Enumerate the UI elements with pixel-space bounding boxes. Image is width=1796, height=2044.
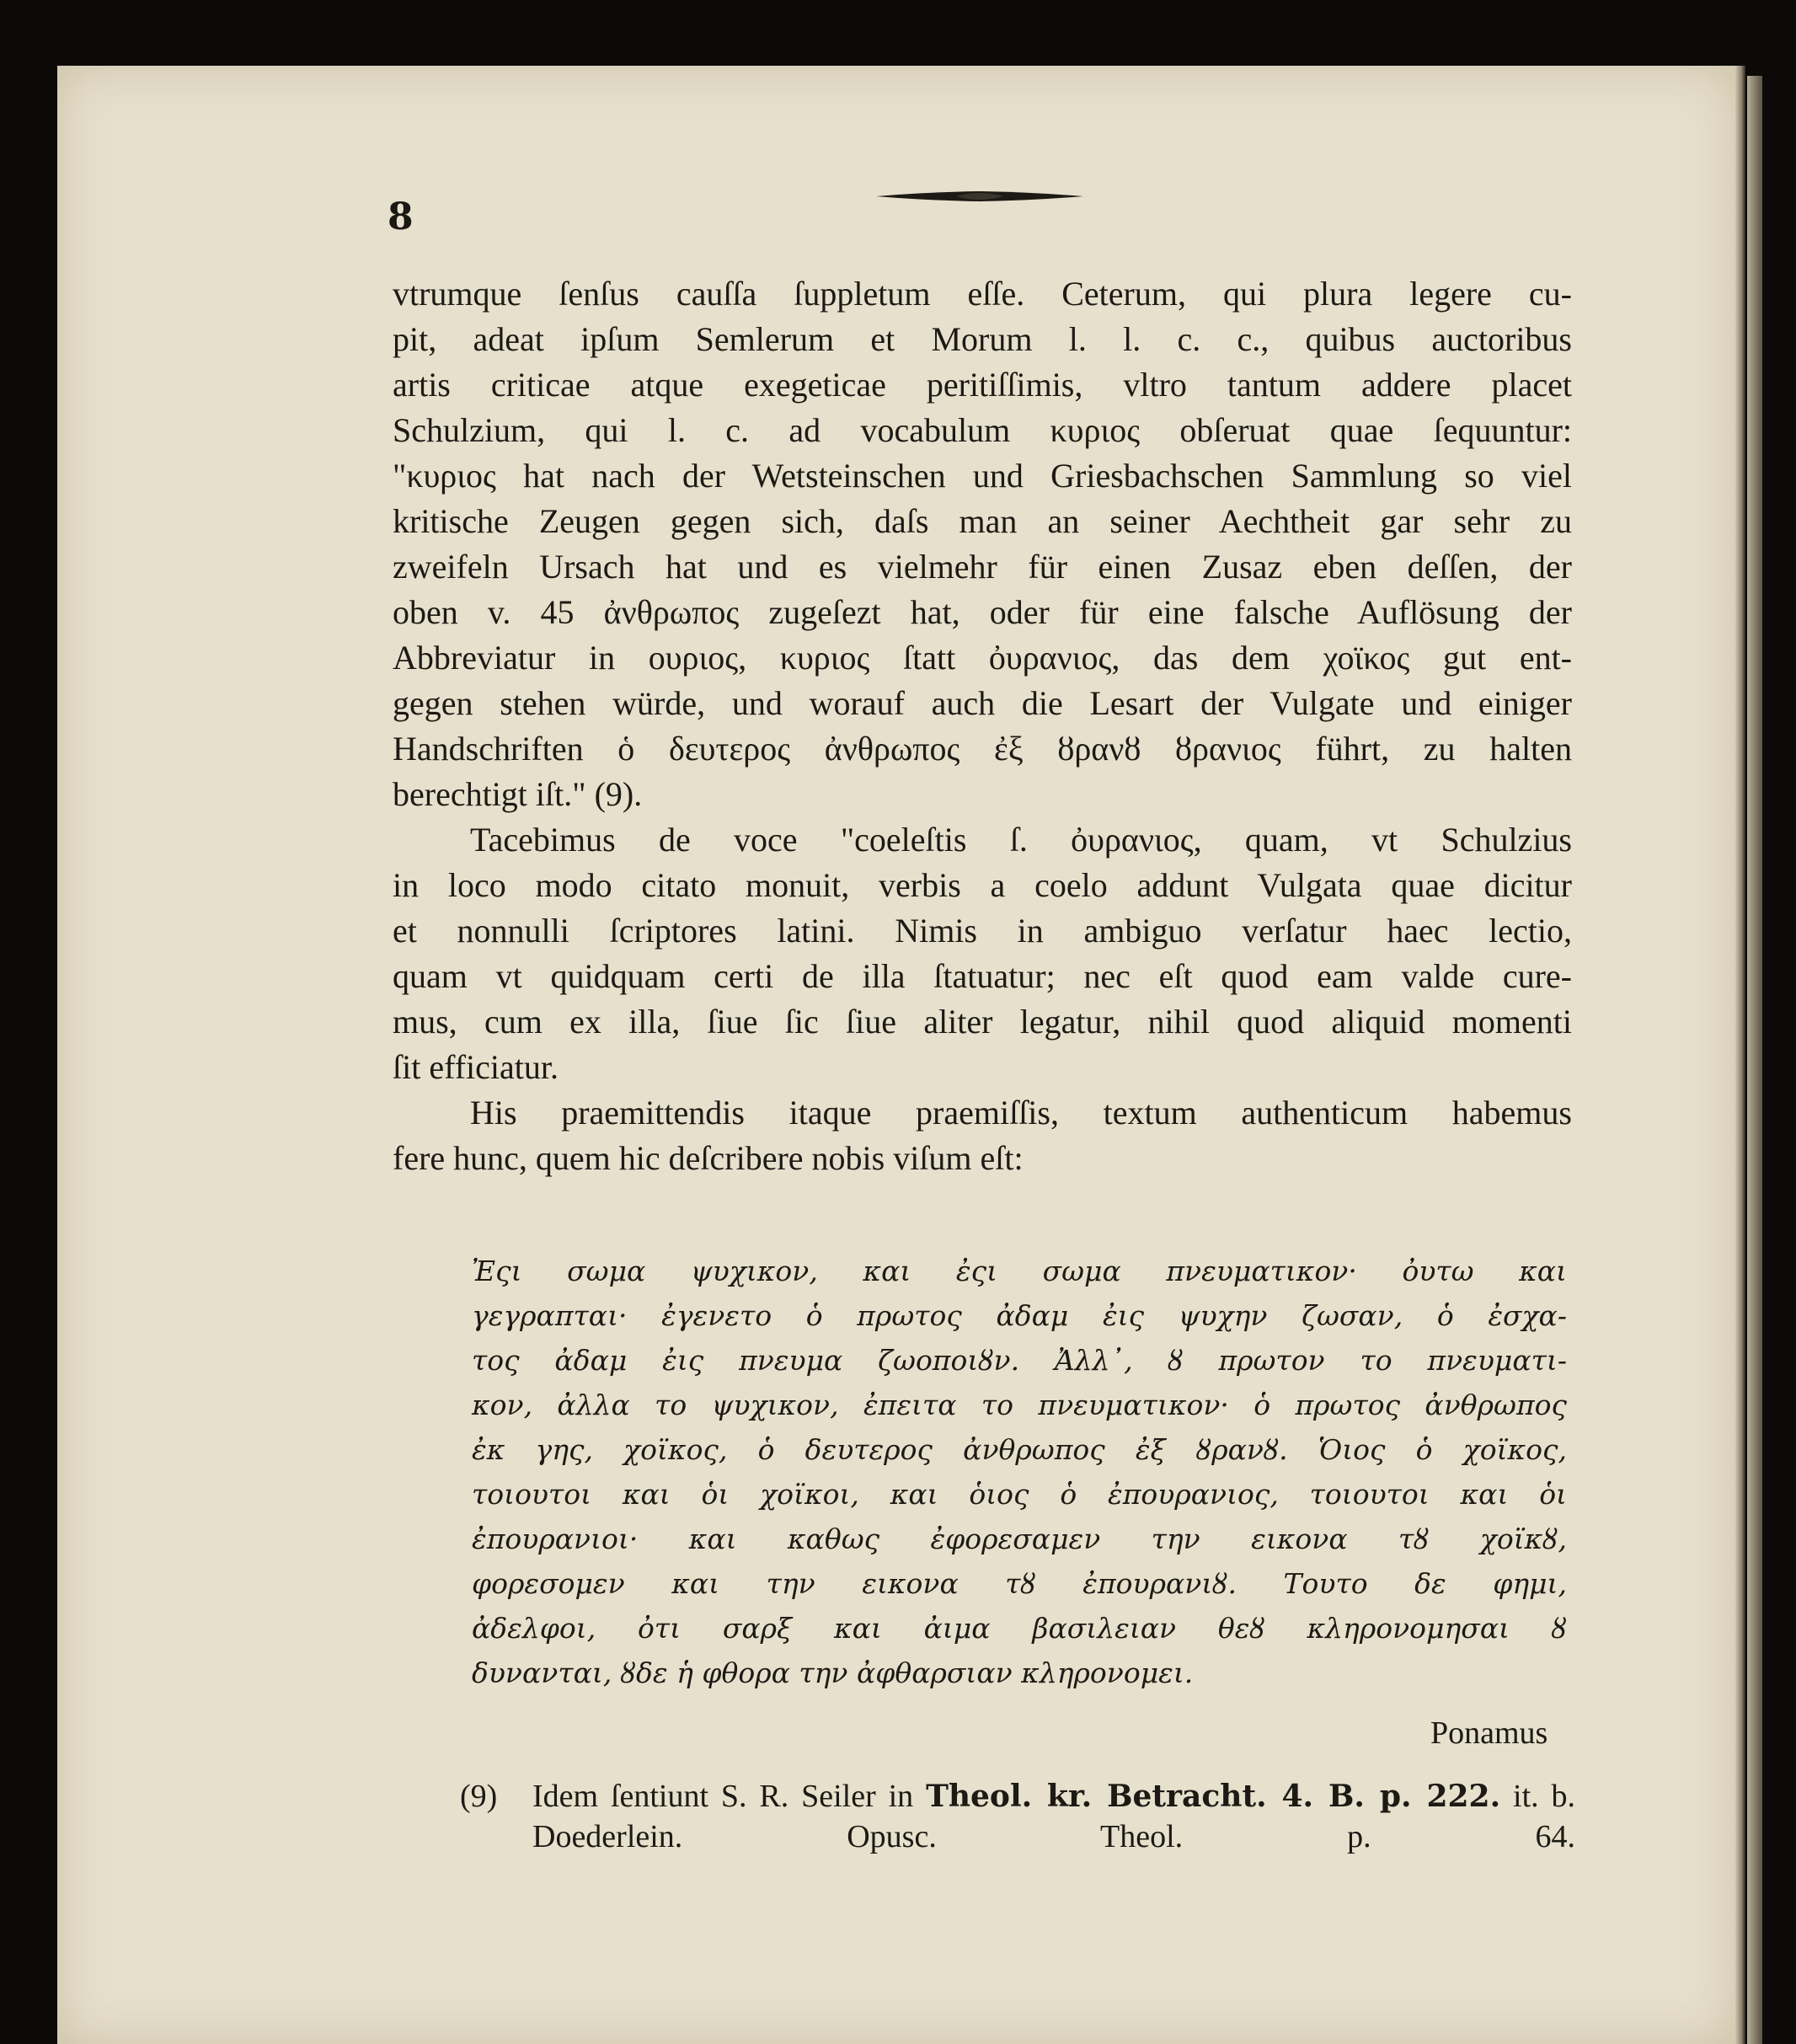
text-line: quam vt quidquam certi de illa ſtatuatur; nec eſt quod eam valde cure- — [393, 957, 1572, 995]
page-edge — [1735, 66, 1745, 2044]
footnote — [462, 1776, 1575, 1857]
greek-line: φορεσομεν και την εικονα τȣ ἐπουρανιȣ. Τουτο δε φημι, — [472, 1567, 1567, 1600]
text-line: gegen stehen würde, und worauf auch die Lesart der Vulgate und einiger — [393, 684, 1572, 722]
text-line: kritische Zeugen gegen sich, daſs man an seiner Aechtheit gar sehr zu — [393, 502, 1572, 540]
paragraph-3 — [393, 1090, 1572, 1181]
text-line: Tacebimus de voce "coeleſtis ſ. ὀυρανιος, quam, vt Schulzius — [470, 821, 1572, 859]
footnote-line: Doederlein. Opusc. Theol. p. 64. — [532, 1819, 1575, 1854]
main-text — [393, 271, 1572, 1181]
greek-line: τος ἀδαμ ἐις πνευμα ζωοποιȣν. Ἀλλ᾽, ȣ πρωτον το πνευματι- — [472, 1344, 1567, 1377]
footnote-mark: (9) — [460, 1779, 498, 1814]
text-line: artis criticae atque exegeticae peritiſſimis, vltro tantum addere placet — [393, 366, 1572, 404]
greek-line: κον, ἀλλα το ψυχικον, ἐπειτα το πνευματικον· ὁ πρωτος ἀνθρωπος — [472, 1389, 1567, 1421]
greek-line: γεγραπται· ἐγενετο ὁ πρωτος ἀδαμ ἐις ψυχην ζωσαν, ὁ ἐσχα- — [472, 1299, 1567, 1332]
greek-quotation — [472, 1249, 1567, 1695]
footnote-line — [532, 1776, 1575, 1817]
text-line: et nonnulli ſcriptores latini. Nimis in ambiguo verſatur haec lectio, — [393, 912, 1572, 950]
text-line: vtrumque ſenſus cauſſa ſuppletum eſſe. Ceterum, qui plura legere cu- — [393, 275, 1572, 313]
page-edge-back — [1747, 76, 1762, 2044]
text-line: Handschriften ὁ δευτερος ἀνθρωπος ἐξ ȣρανȣ ȣρανιος führt, zu halten — [393, 730, 1572, 768]
greek-line: Ἐςι σωμα ψυχικον, και ἐςι σωμα πνευματικον· ὀυτω και — [472, 1255, 1567, 1287]
text-line: pit, adeat ipſum Semlerum et Morum l. l. c. c., quibus auctoribus — [393, 320, 1572, 358]
text-line: Abbreviatur in ουριος, κυριος ſtatt ὀυρανιος, das dem χοϊκος gut ent- — [393, 639, 1572, 677]
greek-line: ἐκ γης, χοϊκος, ὁ δευτερος ἀνθρωπος ἐξ ȣρανȣ. Ὁιος ὁ χοϊκος, — [472, 1433, 1567, 1466]
greek-line: ἀδελφοι, ὀτι σαρξ και ἀιμα βασιλειαν θεȣ κληρονομησαι ȣ — [472, 1612, 1567, 1645]
catchword: Ponamus — [1430, 1715, 1548, 1751]
footnote-text: Idem ſentiunt S. R. Seiler in — [532, 1779, 927, 1814]
text-line: mus, cum ex illa, ſiue ſic ſiue aliter legatur, nihil quod aliquid momenti — [393, 1003, 1572, 1041]
greek-line: δυνανται, ȣδε ἡ φθορα την ἀφθαρσιαν κληρονομει. — [472, 1656, 1194, 1689]
greek-line: τοιουτοι και ὁι χοϊκοι, και ὁιος ὁ ἐπουρανιος, τοιουτοι και ὁι — [472, 1478, 1567, 1511]
text-line: Schulzium, qui l. c. ad vocabulum κυριος obſeruat quae ſequuntur: — [393, 411, 1572, 449]
text-line: ſit efficiatur. — [393, 1048, 559, 1086]
footnote-blackletter: Theol. kr. Betracht. 4. B. p. 222. — [926, 1779, 1501, 1814]
text-line: berechtigt iſt." (9). — [393, 775, 643, 813]
page-number: 8 — [388, 195, 414, 238]
text-line: "κυριος hat nach der Wetsteinschen und Griesbachschen Sammlung so viel — [393, 457, 1572, 495]
greek-line: ἐπουρανιοι· και καθως ἐφορεσαμεν την εικονα τȣ χοϊκȣ, — [472, 1522, 1567, 1555]
text-line: His praemittendis itaque praemiſſis, textum authenticum habemus — [470, 1094, 1572, 1132]
paragraph-2 — [393, 817, 1572, 1090]
paragraph-1 — [393, 271, 1572, 817]
text-line: fere hunc, quem hic deſcribere nobis viſum eſt: — [393, 1139, 1024, 1177]
footnote-text: it. b. — [1500, 1779, 1575, 1814]
header-ornament — [876, 190, 1083, 202]
text-line: in loco modo citato monuit, verbis a coelo addunt Vulgata quae dicitur — [393, 866, 1572, 904]
text-line: oben v. 45 ἀνθρωπος zugeſezt hat, oder für eine falsche Auflösung der — [393, 593, 1572, 631]
text-line: zweifeln Ursach hat und es vielmehr für einen Zusaz eben deſſen, der — [393, 548, 1572, 586]
